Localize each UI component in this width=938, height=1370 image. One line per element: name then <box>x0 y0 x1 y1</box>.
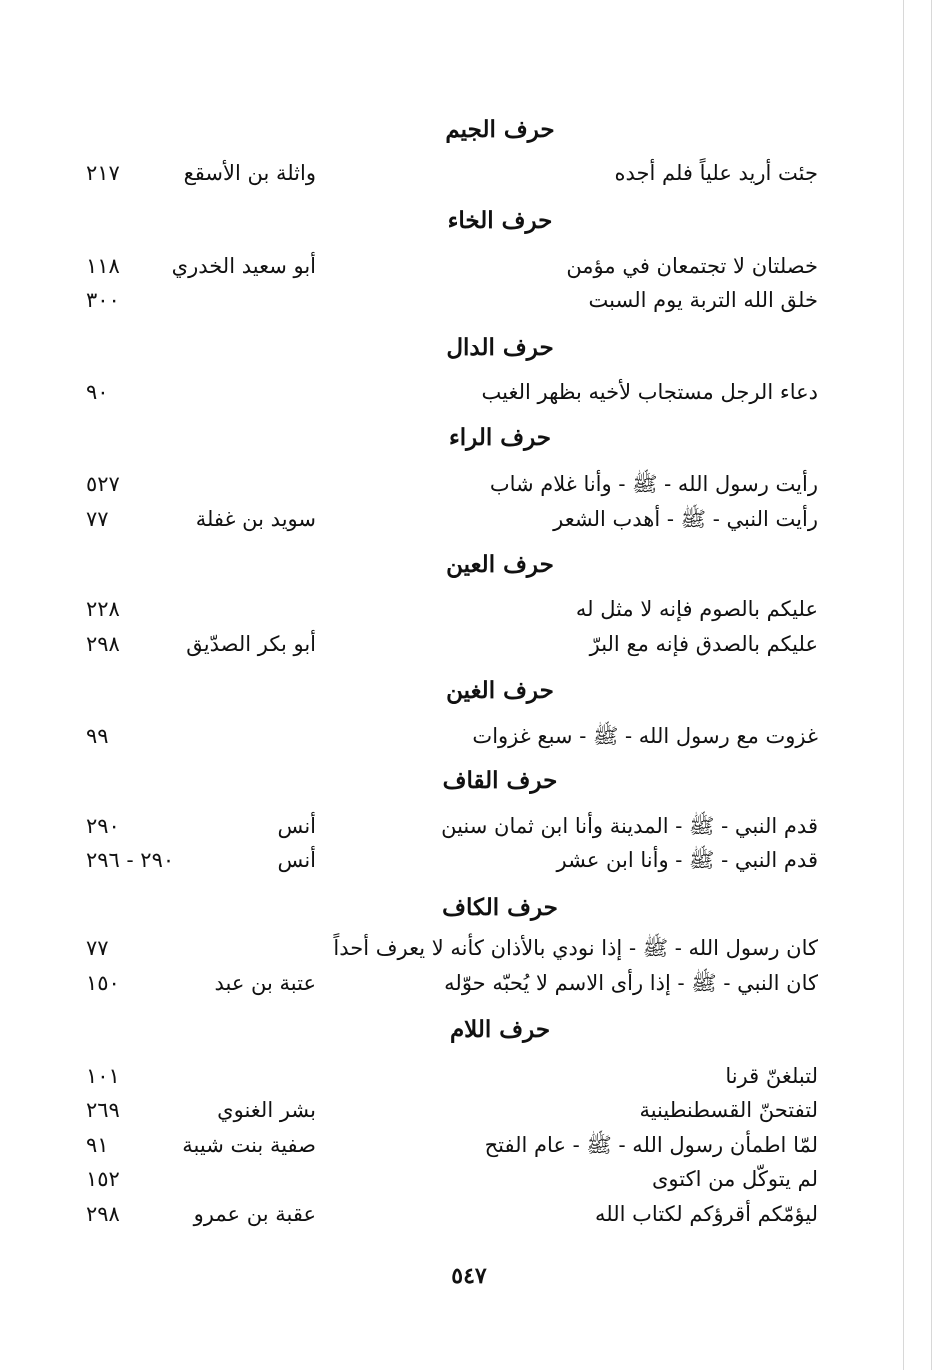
page-ref: ١٥٠ <box>86 971 120 995</box>
hadith-text: قدم النبي - ﷺ - المدينة وأنا ابن ثمان سنين <box>441 814 818 838</box>
narrator: أنس <box>277 848 316 872</box>
section-heading: حرف الجيم <box>445 116 555 143</box>
index-entry <box>0 1127 938 1163</box>
section-heading: حرف اللام <box>449 1016 551 1043</box>
page-ref: ٢٩٨ <box>86 1202 120 1226</box>
hadith-text: قدم النبي - ﷺ - وأنا ابن عشر <box>556 848 818 872</box>
page-ref: ٧٧ <box>86 507 109 531</box>
hadith-text: خلق الله التربة يوم السبت <box>588 288 818 312</box>
index-entry <box>0 626 938 662</box>
index-entry <box>0 155 938 191</box>
page-ref: ١٥٢ <box>86 1167 120 1191</box>
hadith-text: عليكم بالصوم فإنه لا مثل له <box>575 597 818 621</box>
page-ref: ٩٠ <box>86 380 109 404</box>
page-ref: ٢٩٠ <box>86 814 120 838</box>
index-entry <box>0 965 938 1001</box>
page-ref: ٣٠٠ <box>86 288 120 312</box>
hadith-text: دعاء الرجل مستجاب لأخيه بظهر الغيب <box>481 380 818 404</box>
hadith-text: رأيت رسول الله - ﷺ - وأنا غلام شاب <box>489 472 818 496</box>
page-ref: ٢٢٨ <box>86 597 120 621</box>
hadith-text: لم يتوكّل من اكتوى <box>651 1167 818 1191</box>
index-entry <box>0 1161 938 1197</box>
narrator: أنس <box>277 814 316 838</box>
section-heading: حرف الدال <box>446 334 554 361</box>
hadith-text: عليكم بالصدق فإنه مع البرّ <box>589 632 818 656</box>
hadith-text: خصلتان لا تجتمعان في مؤمن <box>566 254 818 278</box>
page-ref: ٢١٧ <box>86 161 120 185</box>
page-ref: ٥٢٧ <box>86 472 120 496</box>
index-entry <box>0 1196 938 1232</box>
section-heading: حرف الراء <box>448 424 552 451</box>
section-heading: حرف الغين <box>446 677 554 704</box>
section-heading: حرف الخاء <box>447 207 553 234</box>
page-ref: ٩٩ <box>86 724 109 748</box>
page-ref: ٢٦٩ <box>86 1098 120 1122</box>
hadith-text: كان النبي - ﷺ - إذا رأى الاسم لا يُحبّه حوّله <box>444 971 818 995</box>
index-entry <box>0 466 938 502</box>
narrator: صفية بنت شيبة <box>182 1133 316 1157</box>
section-heading: حرف العين <box>446 551 554 578</box>
narrator: أبو بكر الصدّيق <box>186 632 316 656</box>
index-entry <box>0 1058 938 1094</box>
index-entry <box>0 930 938 966</box>
narrator: عتبة بن عبد <box>214 971 316 995</box>
narrator: بشر الغنوي <box>217 1098 316 1122</box>
index-entry <box>0 591 938 627</box>
hadith-text: لتفتحنّ القسطنطينية <box>639 1098 818 1122</box>
section-heading: حرف القاف <box>442 767 558 794</box>
index-entry <box>0 374 938 410</box>
hadith-text: ليؤمّكم أقرؤكم لكتاب الله <box>595 1202 818 1226</box>
hadith-text: لمّا اطمأن رسول الله - ﷺ - عام الفتح <box>484 1133 818 1157</box>
narrator: عقبة بن عمرو <box>193 1202 316 1226</box>
narrator: واثلة بن الأسقع <box>183 161 316 185</box>
index-entry <box>0 248 938 284</box>
narrator: أبو سعيد الخدري <box>171 254 316 278</box>
page-ref: ٧٧ <box>86 936 109 960</box>
index-entry <box>0 501 938 537</box>
hadith-text: رأيت النبي - ﷺ - أهدب الشعر <box>553 507 818 531</box>
index-entry <box>0 1092 938 1128</box>
page-ref: ٢٩٨ <box>86 632 120 656</box>
index-entry <box>0 282 938 318</box>
hadith-text: جئت أريد علياً فلم أجده <box>614 161 818 185</box>
page-ref: ٩١ <box>86 1133 109 1157</box>
page-ref: ١٠١ <box>86 1064 120 1088</box>
hadith-text: غزوت مع رسول الله - ﷺ - سبع غزوات <box>472 724 818 748</box>
page-ref: ١١٨ <box>86 254 120 278</box>
page-number: ٥٤٧ <box>451 1263 487 1289</box>
page-ref: ٢٩٠ - ٢٩٦ <box>86 848 175 872</box>
index-entry <box>0 808 938 844</box>
hadith-text: لتبلغنّ قرنا <box>725 1064 818 1088</box>
index-entry <box>0 842 938 878</box>
section-heading: حرف الكاف <box>442 894 558 921</box>
narrator: سويد بن غفلة <box>195 507 316 531</box>
index-entry <box>0 718 938 754</box>
hadith-text: كان رسول الله - ﷺ - إذا نودي بالأذان كأنه لا يعرف أحداً <box>333 936 818 960</box>
